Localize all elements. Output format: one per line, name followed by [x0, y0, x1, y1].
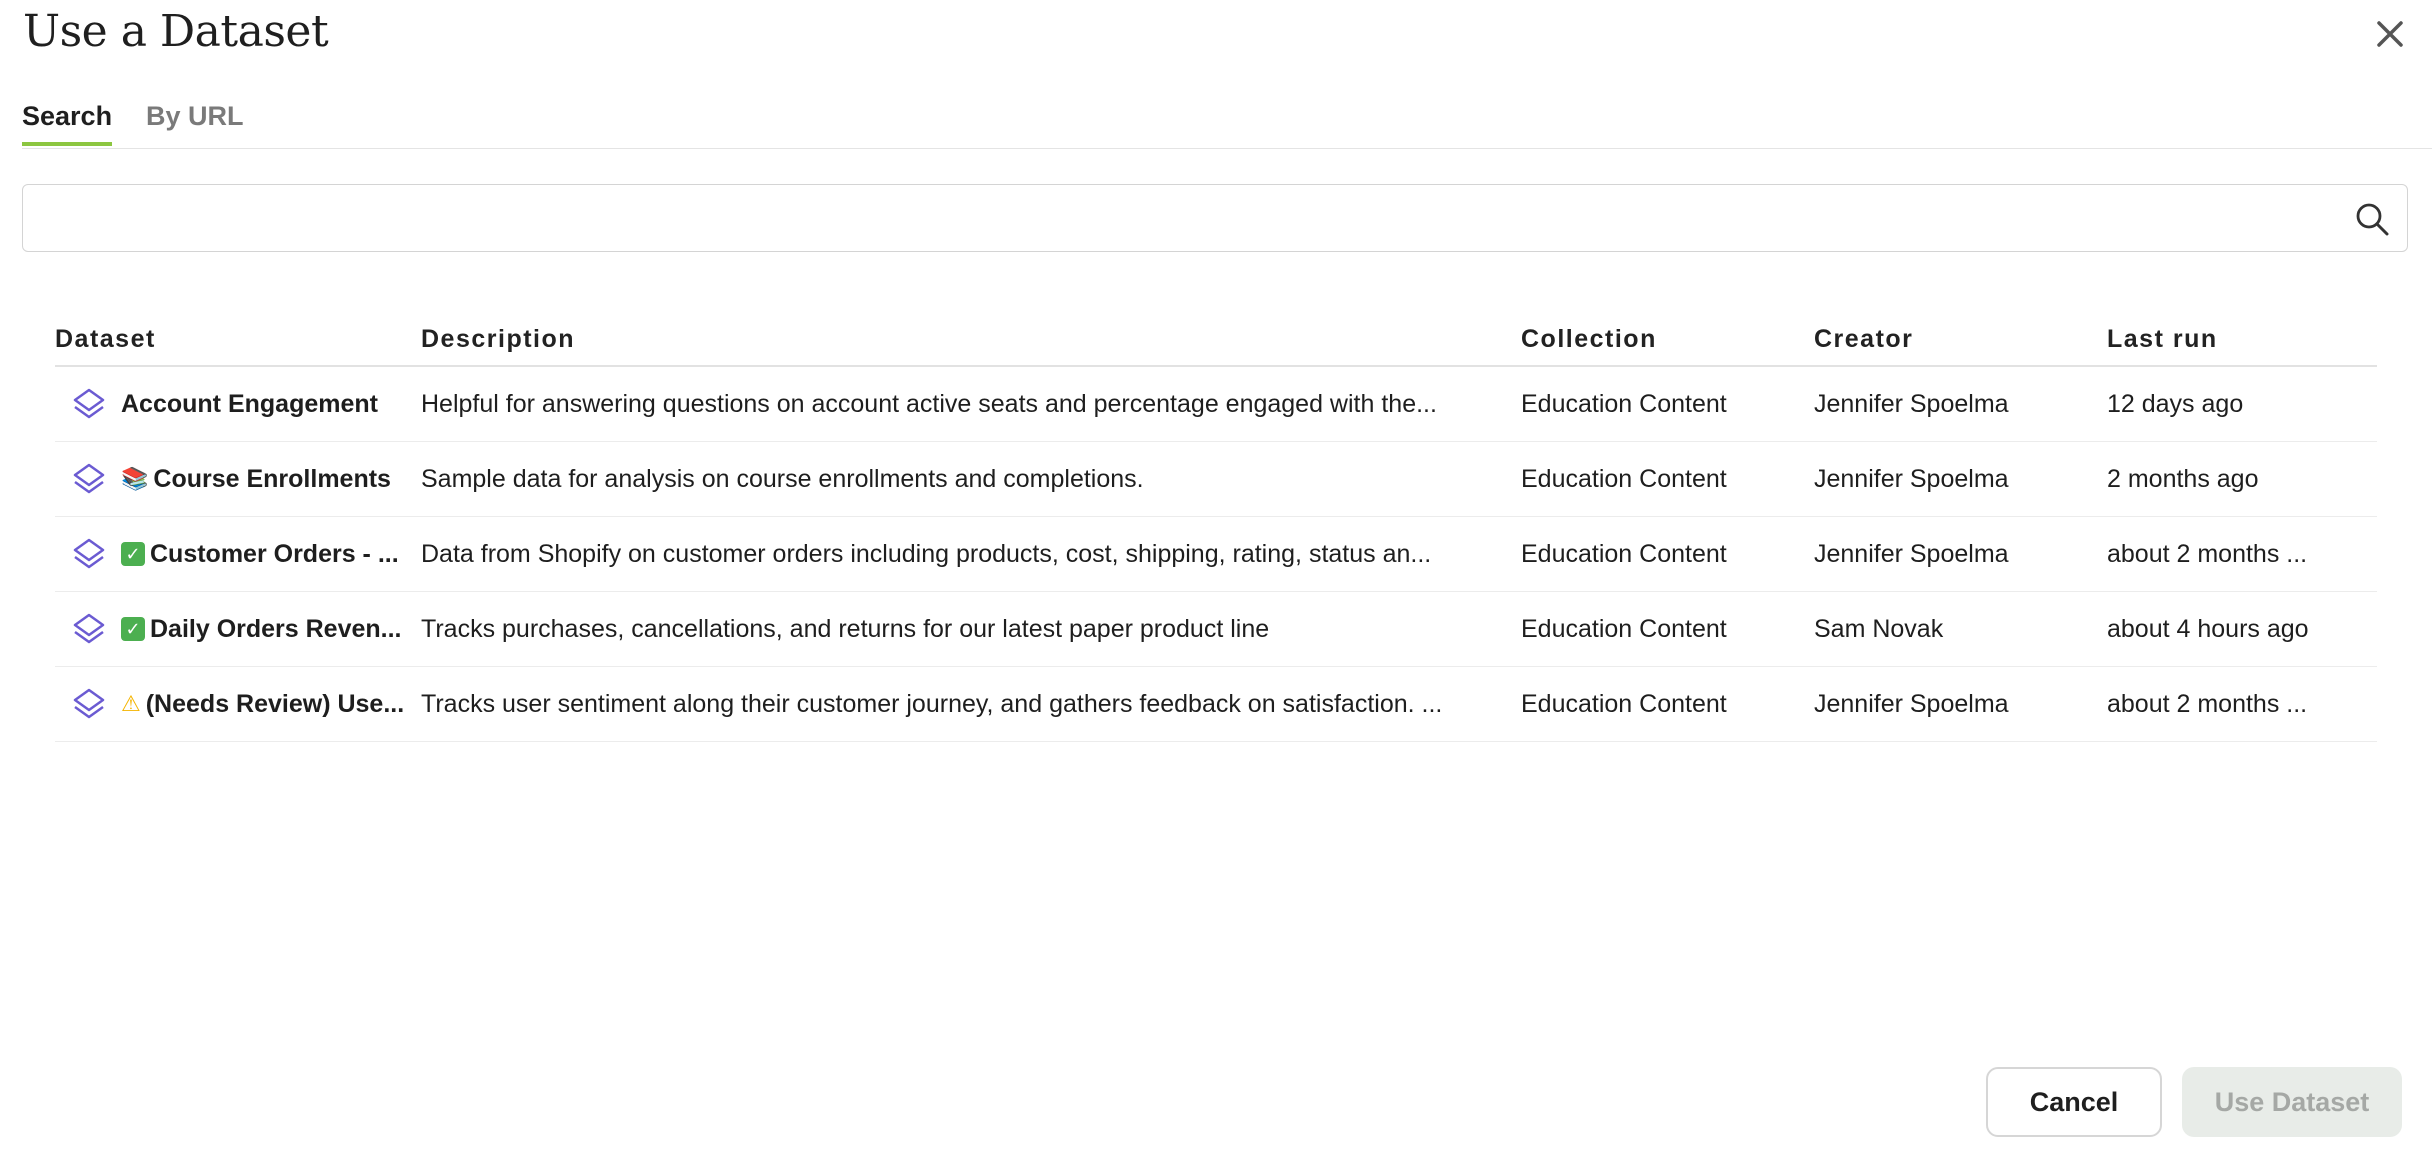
dataset-last-run: about 4 hours ago — [2107, 592, 2377, 667]
dataset-name: Account Engagement — [121, 389, 378, 418]
table-row[interactable] — [55, 592, 2377, 667]
dataset-name: Daily Orders Reven... — [150, 614, 402, 643]
dataset-last-run: 12 days ago — [2107, 366, 2377, 442]
table-row[interactable] — [55, 366, 2377, 442]
warning-icon: ⚠ — [121, 691, 141, 716]
check-mark-icon: ✓ — [121, 542, 145, 566]
datasets-table — [55, 313, 2377, 742]
table-row[interactable] — [55, 442, 2377, 517]
column-header-description[interactable]: Description — [421, 313, 1521, 366]
dataset-collection: Education Content — [1521, 667, 1814, 742]
table-header-row — [55, 313, 2377, 366]
table-row[interactable] — [55, 517, 2377, 592]
dataset-name: Course Enrollments — [153, 464, 391, 493]
dataset-layers-icon — [71, 686, 107, 722]
dataset-creator: Sam Novak — [1814, 592, 2107, 667]
books-emoji-icon: 📚 — [121, 466, 149, 491]
dataset-name: (Needs Review) Use... — [145, 689, 405, 718]
dataset-layers-icon — [71, 611, 107, 647]
table-row[interactable] — [55, 667, 2377, 742]
close-button[interactable] — [2370, 14, 2410, 54]
search-box — [22, 184, 2408, 252]
dataset-creator: Jennifer Spoelma — [1814, 442, 2107, 517]
dataset-collection: Education Content — [1521, 592, 1814, 667]
check-mark-icon: ✓ — [121, 617, 145, 641]
search-input[interactable] — [39, 193, 2323, 245]
tab-bar — [22, 96, 2432, 149]
dataset-last-run: about 2 months ... — [2107, 667, 2377, 742]
tab-by-url[interactable]: By URL — [146, 101, 244, 131]
column-header-creator[interactable]: Creator — [1814, 313, 2107, 366]
dataset-collection: Education Content — [1521, 442, 1814, 517]
dataset-description: Tracks purchases, cancellations, and returns for our latest paper product line — [421, 592, 1521, 667]
dialog-title: Use a Dataset — [23, 6, 329, 57]
dataset-layers-icon — [71, 386, 107, 422]
dataset-creator: Jennifer Spoelma — [1814, 517, 2107, 592]
dataset-collection: Education Content — [1521, 366, 1814, 442]
column-header-last-run[interactable]: Last run — [2107, 313, 2377, 366]
column-header-dataset[interactable]: Dataset — [55, 313, 421, 366]
dataset-creator: Jennifer Spoelma — [1814, 366, 2107, 442]
tab-search[interactable]: Search — [22, 96, 112, 146]
use-dataset-button[interactable]: Use Dataset — [2182, 1067, 2402, 1137]
dataset-creator: Jennifer Spoelma — [1814, 667, 2107, 742]
dataset-last-run: about 2 months ... — [2107, 517, 2377, 592]
search-icon[interactable] — [2355, 202, 2389, 236]
close-icon — [2375, 19, 2405, 49]
dataset-description: Sample data for analysis on course enrollments and completions. — [421, 442, 1521, 517]
dataset-layers-icon — [71, 461, 107, 497]
dataset-description: Tracks user sentiment along their customer journey, and gathers feedback on satisfaction. ... — [421, 667, 1521, 742]
cancel-button[interactable]: Cancel — [1986, 1067, 2162, 1137]
dataset-description: Data from Shopify on customer orders including products, cost, shipping, rating, status an... — [421, 517, 1521, 592]
dataset-description: Helpful for answering questions on account active seats and percentage engaged with the... — [421, 366, 1521, 442]
dataset-collection: Education Content — [1521, 517, 1814, 592]
column-header-collection[interactable]: Collection — [1521, 313, 1814, 366]
dataset-last-run: 2 months ago — [2107, 442, 2377, 517]
dataset-layers-icon — [71, 536, 107, 572]
dataset-name: Customer Orders - ... — [150, 539, 399, 568]
